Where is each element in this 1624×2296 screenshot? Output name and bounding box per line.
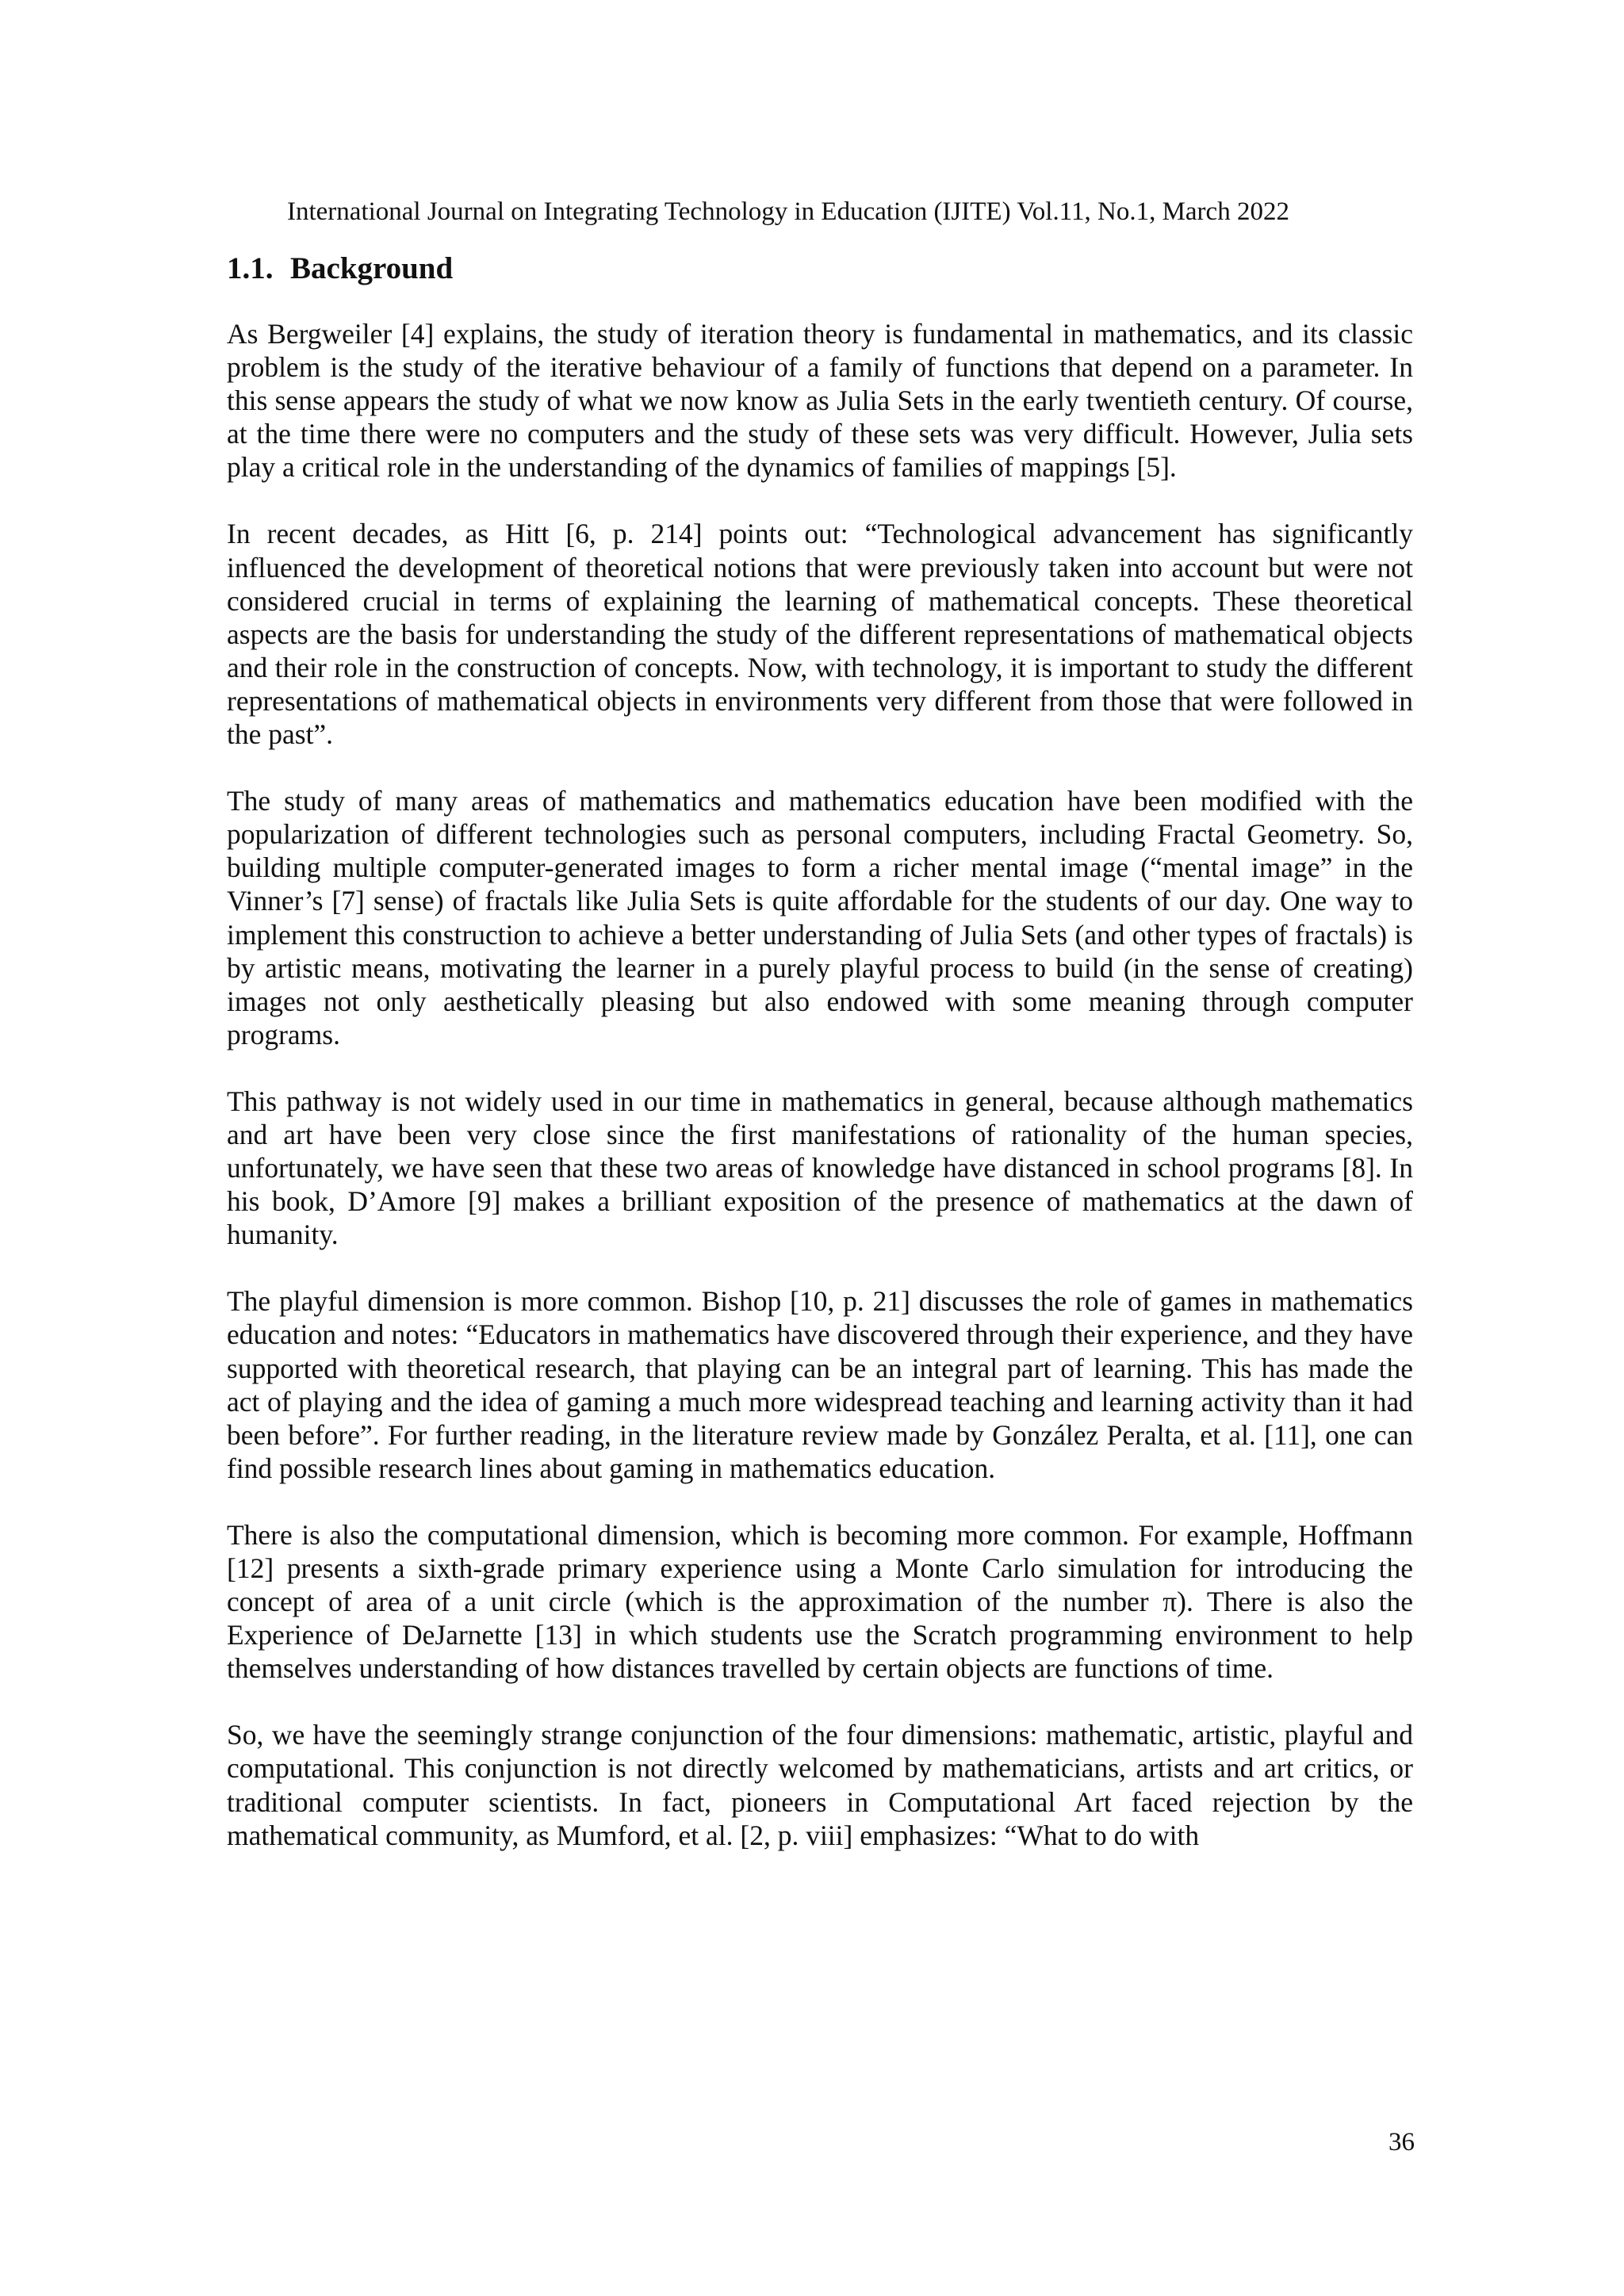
page-number: 36 (1388, 2128, 1415, 2156)
journal-running-header: International Journal on Integrating Technology in Education (IJITE) Vol.11, No.1, March 2022 (287, 197, 1289, 226)
paragraph-7: So, we have the seemingly strange conjunction of the four dimensions: mathematic, artistic, playful and computational. This conjunction is not directly welcomed by mathematicians, artists and art critics, or traditional computer scientists. In fact, pioneers in Computational Art faced rejection by the mathematical community, as Mumford, et al. [2, p. viii] emphasizes: “What to do with (227, 1719, 1413, 1851)
paragraph-3: The study of many areas of mathematics and mathematics education have been modified with the popularization of different technologies such as personal computers, including Fractal Geometry. So, building multiple computer-generated images to form a richer mental image (“mental image” in the Vinner’s [7] sense) of fractals like Julia Sets is quite affordable for the students of our day. One way to implement this construction to achieve a better understanding of Julia Sets (and other types of fractals) is by artistic means, motivating the learner in a purely playful process to build (in the sense of creating) images not only aesthetically pleasing but also endowed with some meaning through computer programs. (227, 785, 1413, 1050)
paragraph-6: There is also the computational dimension, which is becoming more common. For example, Hoffmann [12] presents a sixth-grade primary experience using a Monte Carlo simulation for introducing the concept of area of a unit circle (which is the approximation of the number π). There is also the Experience of DeJarnette [13] in which students use the Scratch programming environment to help themselves understanding of how distances travelled by certain objects are functions of time. (227, 1518, 1413, 1685)
paragraph-2: In recent decades, as Hitt [6, p. 214] points out: “Technological advancement has significantly influenced the development of theoretical notions that were previously taken into account but were not considered crucial in terms of explaining the learning of mathematical concepts. These theoretical aspects are the basis for understanding the study of the different representations of mathematical objects and their role in the construction of concepts. Now, with technology, it is important to study the different representations of mathematical objects in environments very different from those that were followed in the past”. (227, 518, 1413, 751)
section-heading (227, 249, 453, 289)
section-number: 1.1. (227, 251, 274, 285)
paragraph-4: This pathway is not widely used in our time in mathematics in general, because although mathematics and art have been very close since the first manifestations of rationality of the human species, unfortunately, we have seen that these two areas of knowledge have distanced in school programs [8]. In his book, D’Amore [9] makes a brilliant exposition of the presence of mathematics at the dawn of humanity. (227, 1085, 1413, 1251)
body-text (227, 317, 1413, 1885)
section-title: Background (290, 251, 454, 285)
paragraph-1: As Bergweiler [4] explains, the study of iteration theory is fundamental in mathematics, and its classic problem is the study of the iterative behaviour of a family of functions that depend on a parameter. In this sense appears the study of what we now know as Julia Sets in the early twentieth century. Of course, at the time there were no computers and the study of these sets was very difficult. However, Julia sets play a critical role in the understanding of the dynamics of families of mappings [5]. (227, 318, 1413, 484)
paragraph-5: The playful dimension is more common. Bishop [10, p. 21] discusses the role of games in mathematics education and notes: “Educators in mathematics have discovered through their experience, and they have supported with theoretical research, that playing can be an integral part of learning. This has made the act of playing and the idea of gaming a much more widespread teaching and learning activity than it had been before”. For further reading, in the literature review made by González Peralta, et al. [11], one can find possible research lines about gaming in mathematics education. (227, 1285, 1413, 1484)
